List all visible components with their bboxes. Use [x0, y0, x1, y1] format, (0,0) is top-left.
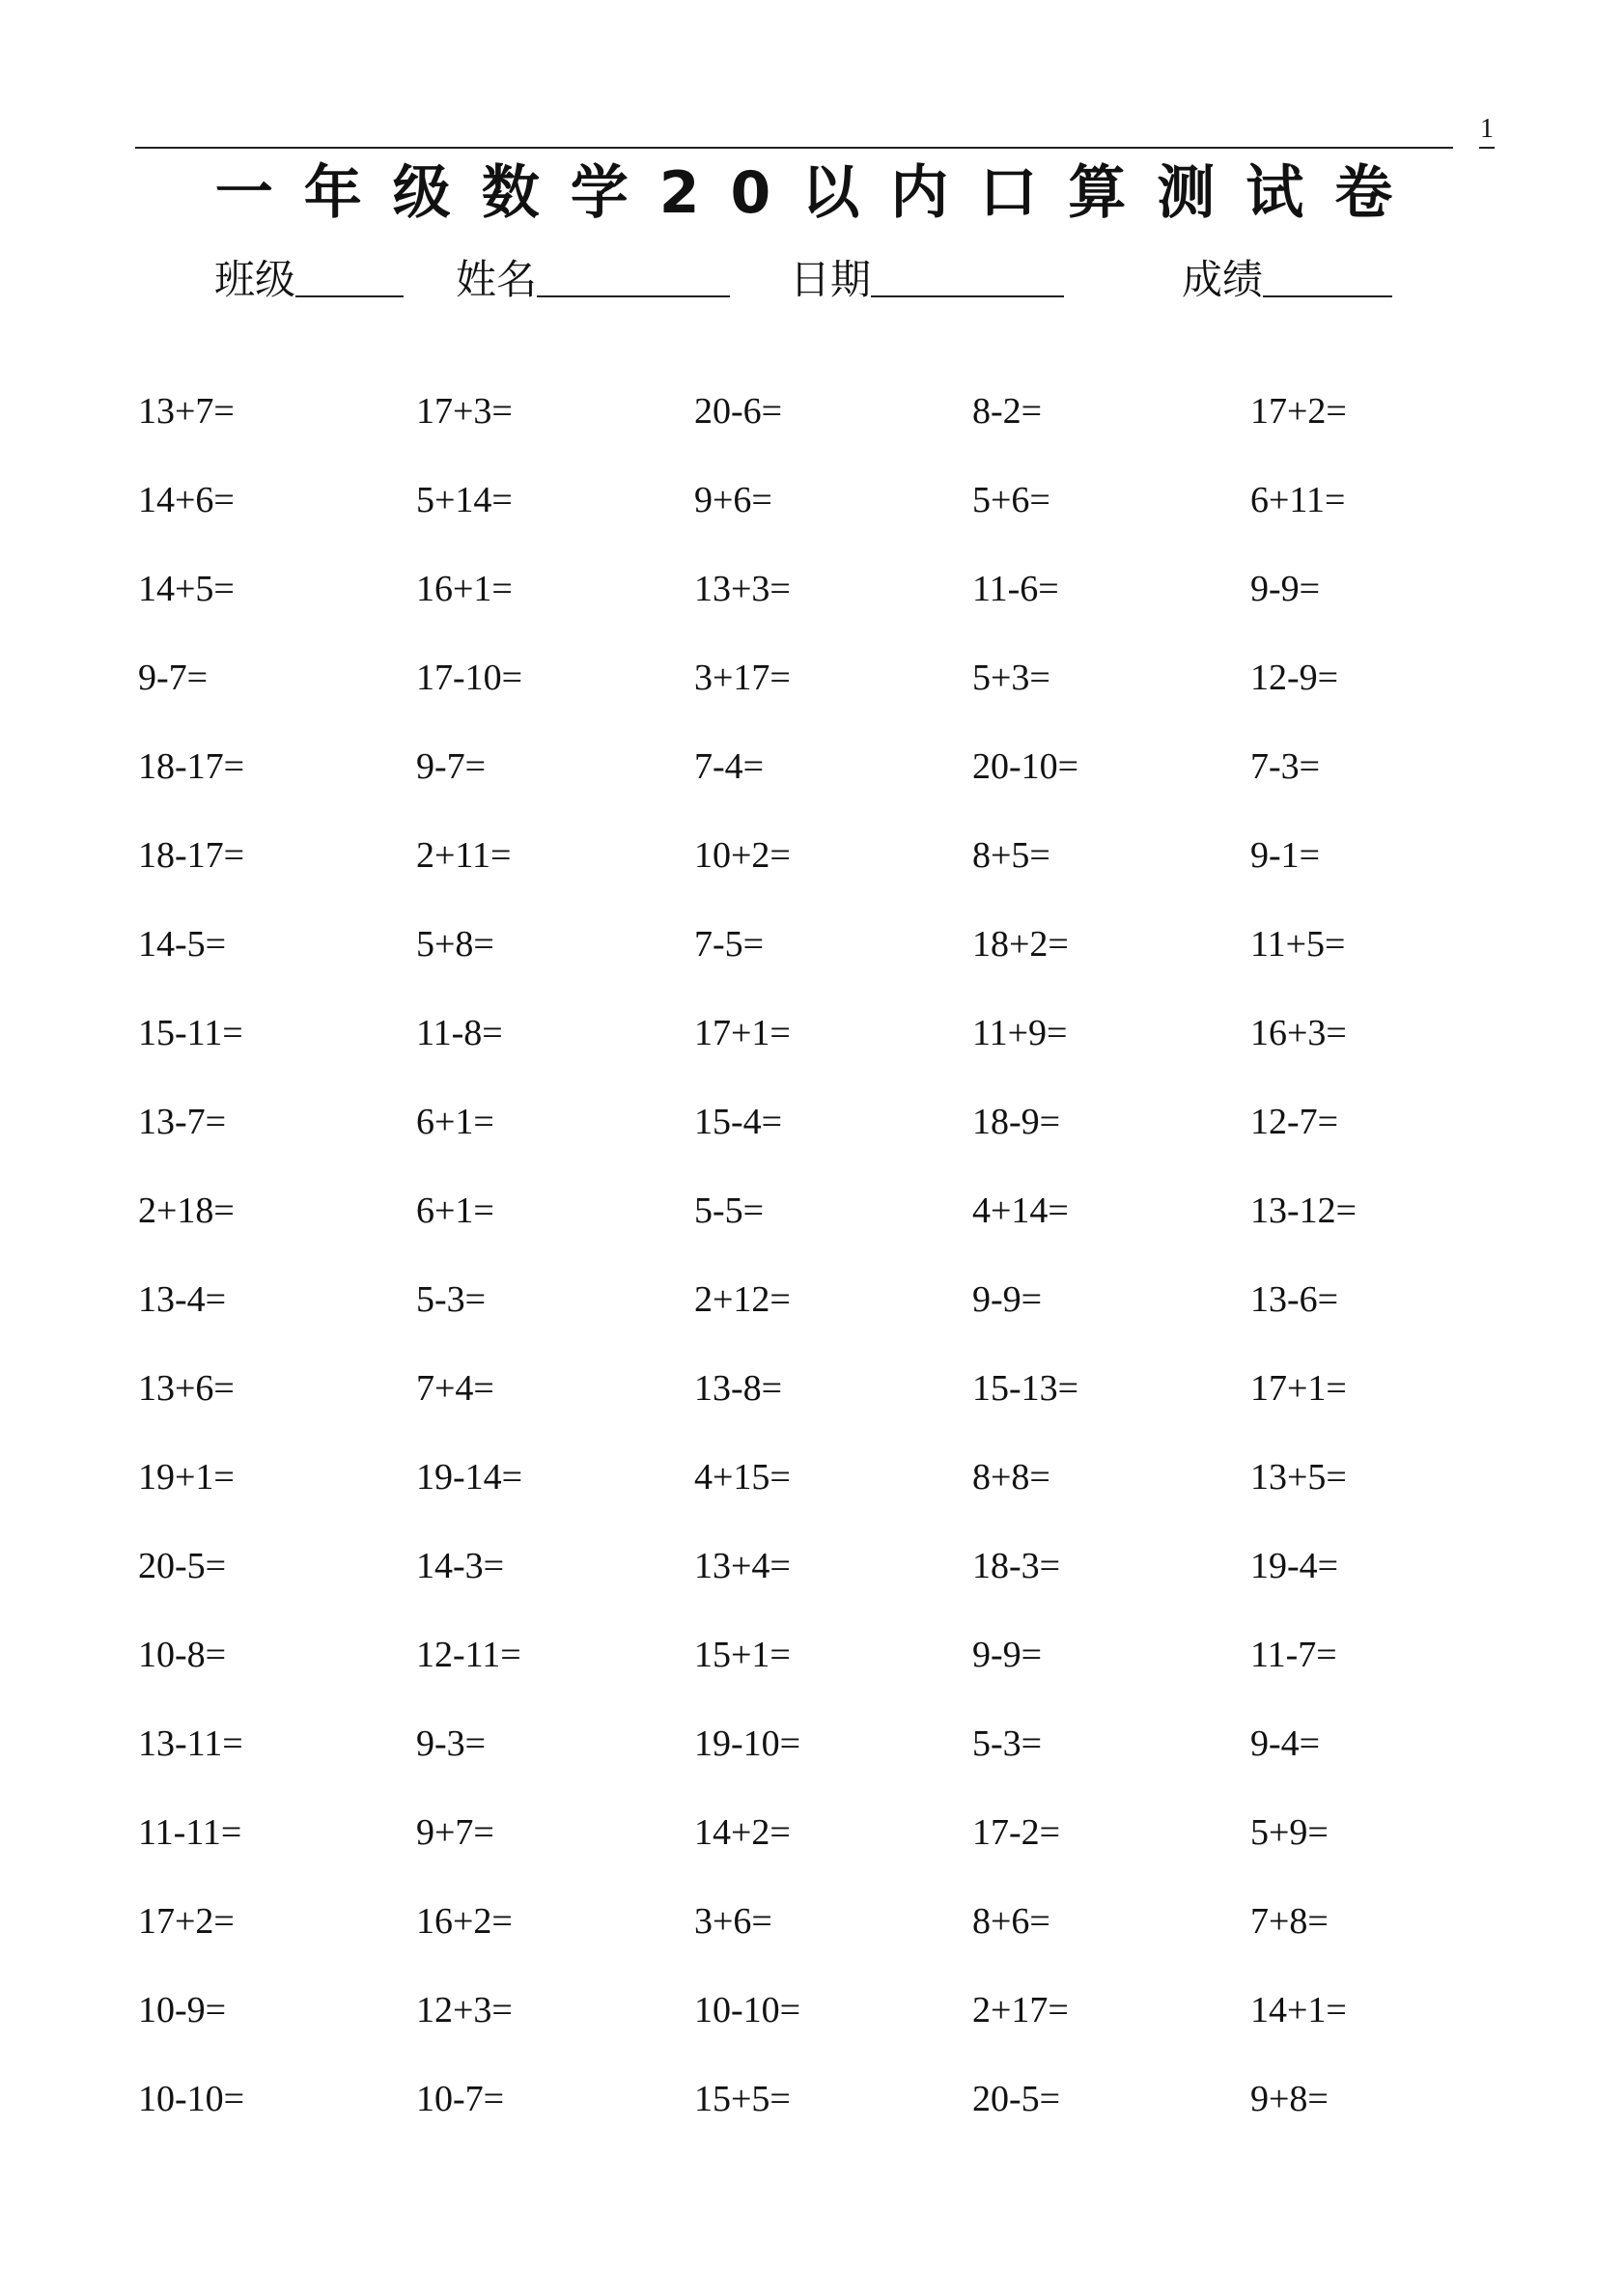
problem-cell: 9+6= [694, 480, 772, 520]
problem-cell: 14+5= [138, 569, 235, 609]
problem-cell: 11+9= [972, 1013, 1068, 1053]
problem-cell: 11-11= [138, 1812, 242, 1853]
problem-cell: 5+14= [416, 480, 513, 520]
problem-cell: 9-4= [1250, 1723, 1321, 1764]
problem-cell: 8-2= [972, 391, 1043, 432]
problem-cell: 13-7= [138, 1102, 227, 1142]
problem-grid [138, 367, 1519, 2143]
problem-cell: 19+1= [138, 1457, 235, 1498]
problem-cell: 11+5= [1250, 924, 1346, 965]
problem-cell: 8+6= [972, 1901, 1050, 1942]
problem-cell: 13-11= [138, 1723, 243, 1764]
problem-cell: 17-10= [416, 658, 523, 698]
score-field [1182, 249, 1392, 305]
problem-cell: 3+6= [694, 1901, 772, 1942]
problem-cell: 9-7= [138, 658, 209, 698]
problem-cell: 16+3= [1250, 1013, 1347, 1053]
problem-cell: 11-7= [1250, 1635, 1337, 1675]
problem-cell: 13+5= [1250, 1457, 1347, 1498]
class-field [214, 249, 404, 305]
date-label: 日期 [790, 256, 872, 303]
problem-cell: 18-17= [138, 746, 245, 787]
problem-cell: 7+4= [416, 1368, 494, 1409]
name-field [456, 249, 730, 305]
class-label: 班级 [214, 256, 296, 303]
page-number: 1 [1479, 114, 1495, 149]
class-blank [295, 295, 404, 297]
problem-cell: 9-7= [416, 746, 487, 787]
problem-cell: 10-9= [138, 1990, 227, 2030]
problem-cell: 7-5= [694, 924, 765, 965]
problem-cell: 10-8= [138, 1635, 227, 1675]
problem-cell: 8+8= [972, 1457, 1050, 1498]
problem-cell: 4+15= [694, 1457, 791, 1498]
problem-cell: 9-9= [972, 1635, 1043, 1675]
problem-cell: 4+14= [972, 1190, 1069, 1231]
problem-cell: 13+6= [138, 1368, 235, 1409]
problem-cell: 9+8= [1250, 2079, 1329, 2119]
problem-cell: 17+1= [1250, 1368, 1347, 1409]
problem-cell: 5+6= [972, 480, 1050, 520]
problem-cell: 9-9= [1250, 569, 1321, 609]
problem-cell: 20-5= [972, 2079, 1061, 2119]
problem-cell: 10+2= [694, 835, 791, 876]
problem-cell: 14+2= [694, 1812, 791, 1853]
problem-cell: 2+17= [972, 1990, 1069, 2030]
problem-cell: 17+2= [138, 1901, 235, 1942]
name-label: 姓名 [456, 256, 538, 303]
problem-cell: 5-3= [972, 1723, 1043, 1764]
problem-cell: 7-4= [694, 746, 765, 787]
name-blank [537, 295, 730, 297]
problem-cell: 6+1= [416, 1190, 494, 1231]
problem-cell: 9+7= [416, 1812, 494, 1853]
problem-cell: 7-3= [1250, 746, 1321, 787]
problem-cell: 6+11= [1250, 480, 1346, 520]
problem-cell: 16+1= [416, 569, 513, 609]
problem-cell: 10-7= [416, 2079, 505, 2119]
problem-cell: 2+12= [694, 1279, 791, 1320]
problem-cell: 7+8= [1250, 1901, 1329, 1942]
problem-cell: 20-10= [972, 746, 1079, 787]
problem-cell: 15-4= [694, 1102, 783, 1142]
problem-cell: 9-9= [972, 1279, 1043, 1320]
problem-cell: 12-7= [1250, 1102, 1339, 1142]
problem-cell: 13+7= [138, 391, 235, 432]
problem-cell: 5-3= [416, 1279, 487, 1320]
problem-cell: 13-12= [1250, 1190, 1357, 1231]
problem-cell: 13+4= [694, 1546, 791, 1586]
problem-cell: 15+1= [694, 1635, 791, 1675]
problem-cell: 13-6= [1250, 1279, 1339, 1320]
problem-cell: 5-5= [694, 1190, 765, 1231]
problem-cell: 14+1= [1250, 1990, 1347, 2030]
problem-cell: 11-6= [972, 569, 1059, 609]
problem-cell: 14-5= [138, 924, 227, 965]
problem-cell: 14+6= [138, 480, 235, 520]
problem-cell: 9-1= [1250, 835, 1321, 876]
problem-cell: 2+11= [416, 835, 512, 876]
problem-cell: 13+3= [694, 569, 791, 609]
problem-cell: 16+2= [416, 1901, 513, 1942]
problem-cell: 10-10= [138, 2079, 245, 2119]
problem-cell: 5+9= [1250, 1812, 1329, 1853]
problem-cell: 20-5= [138, 1546, 227, 1586]
problem-cell: 19-10= [694, 1723, 801, 1764]
problem-cell: 18-17= [138, 835, 245, 876]
problem-cell: 10-10= [694, 1990, 801, 2030]
problem-cell: 14-3= [416, 1546, 505, 1586]
student-info-line [0, 249, 1623, 317]
problem-cell: 12-9= [1250, 658, 1339, 698]
date-field [790, 249, 1064, 305]
problem-cell: 2+18= [138, 1190, 235, 1231]
problem-cell: 12+3= [416, 1990, 513, 2030]
problem-cell: 18-3= [972, 1546, 1061, 1586]
problem-cell: 5+8= [416, 924, 494, 965]
header-rule [135, 147, 1453, 149]
problem-cell: 17+2= [1250, 391, 1347, 432]
problem-cell: 11-8= [416, 1013, 503, 1053]
problem-cell: 13-8= [694, 1368, 783, 1409]
score-label: 成绩 [1182, 256, 1264, 303]
problem-cell: 15+5= [694, 2079, 791, 2119]
problem-cell: 12-11= [416, 1635, 521, 1675]
problem-cell: 17+3= [416, 391, 513, 432]
page-title: 一年级数学20以内口算测试卷 [214, 159, 1424, 227]
problem-cell: 8+5= [972, 835, 1050, 876]
problem-cell: 18+2= [972, 924, 1069, 965]
score-blank [1263, 295, 1392, 297]
date-blank [871, 295, 1064, 297]
problem-cell: 18-9= [972, 1102, 1061, 1142]
problem-cell: 20-6= [694, 391, 783, 432]
problem-cell: 19-4= [1250, 1546, 1339, 1586]
problem-cell: 6+1= [416, 1102, 494, 1142]
problem-cell: 15-13= [972, 1368, 1079, 1409]
problem-cell: 13-4= [138, 1279, 227, 1320]
problem-cell: 5+3= [972, 658, 1050, 698]
problem-cell: 3+17= [694, 658, 791, 698]
problem-cell: 15-11= [138, 1013, 243, 1053]
problem-cell: 9-3= [416, 1723, 487, 1764]
problem-cell: 19-14= [416, 1457, 523, 1498]
problem-cell: 17-2= [972, 1812, 1061, 1853]
problem-cell: 17+1= [694, 1013, 791, 1053]
